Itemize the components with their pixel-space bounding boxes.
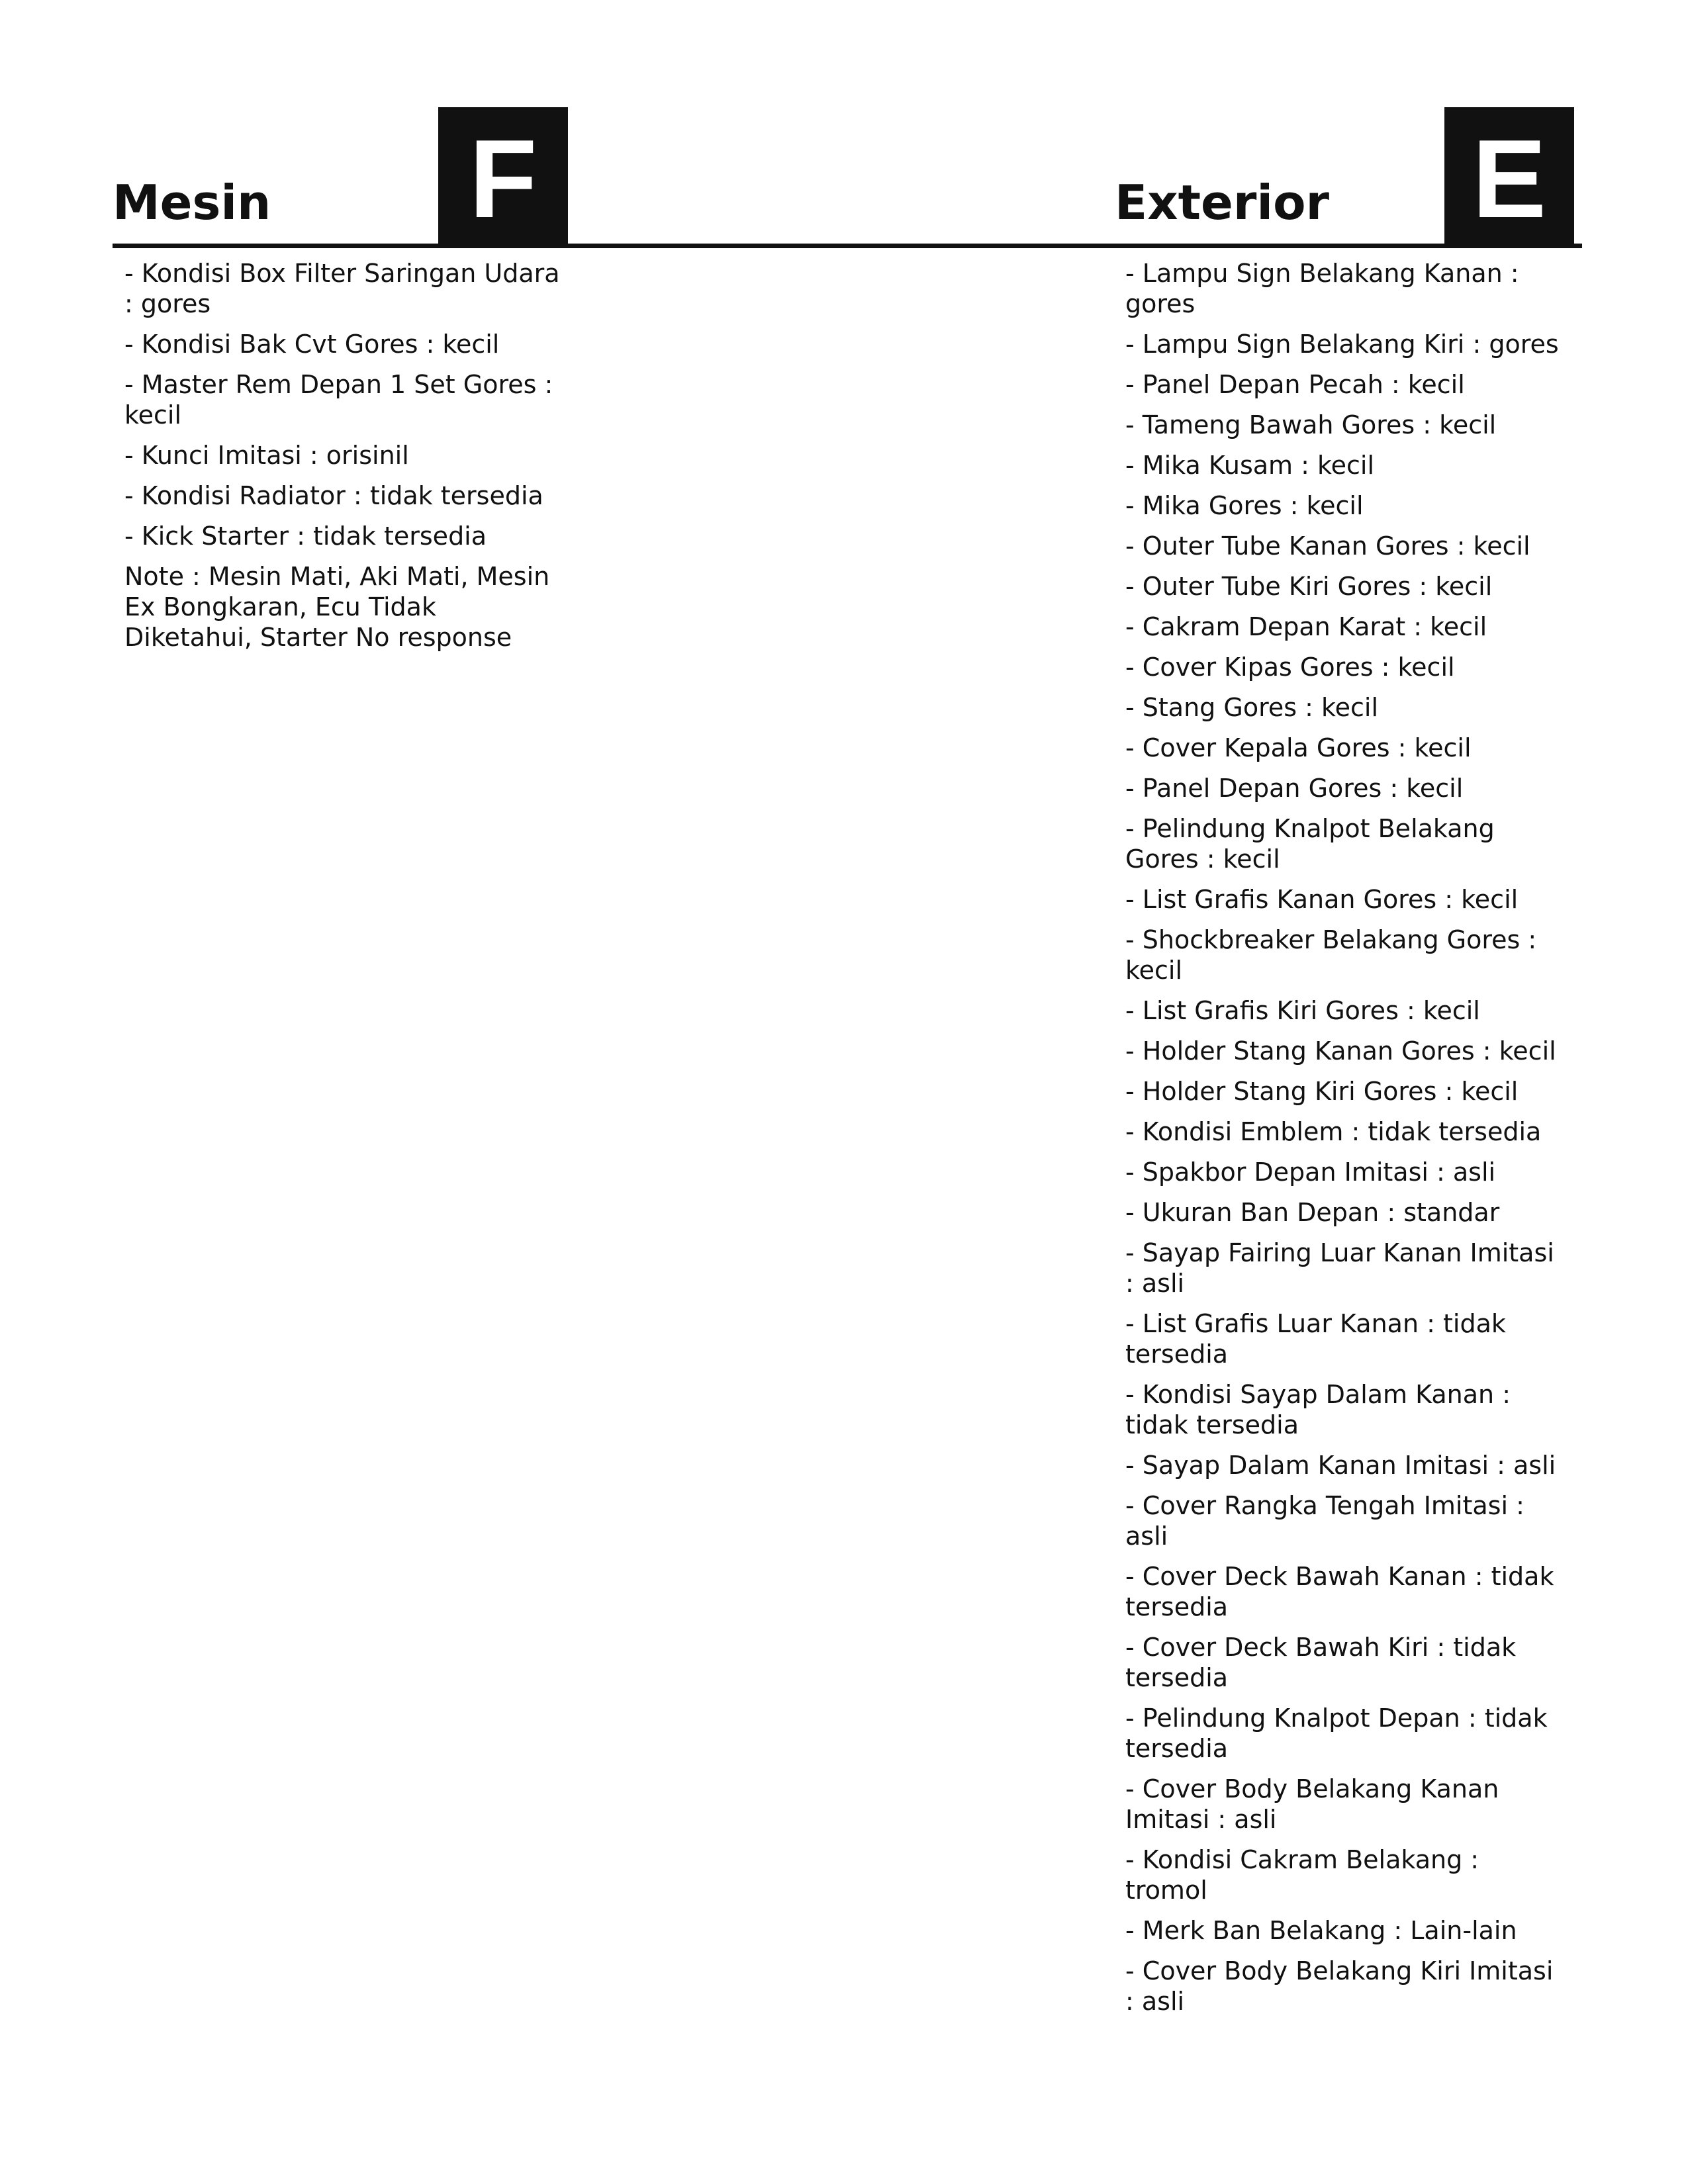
list-item: - Pelindung Knalpot Depan : tidak tersedia xyxy=(1125,1704,1548,1763)
list-item: - Ukuran Ban Depan : standar xyxy=(1125,1198,1500,1227)
list-item: - Stang Gores : kecil xyxy=(1125,693,1379,722)
header-rule xyxy=(113,244,1582,248)
list-item: - Kondisi Box Filter Saringan Udara : gores xyxy=(124,259,560,318)
list-item: - Kondisi Radiator : tidak tersedia xyxy=(124,481,543,510)
list-item: - Panel Depan Gores : kecil xyxy=(1125,774,1464,803)
list-item: - Kick Starter : tidak tersedia xyxy=(124,522,487,551)
list-item: - Pelindung Knalpot Belakang Gores : kecil xyxy=(1125,814,1495,874)
list-item: - Cover Deck Bawah Kanan : tidak tersedia xyxy=(1125,1562,1554,1621)
list-item: - Outer Tube Kiri Gores : kecil xyxy=(1125,572,1493,601)
list-item: - Cover Body Belakang Kiri Imitasi : asli xyxy=(1125,1956,1554,2016)
list-item: - Cover Kipas Gores : kecil xyxy=(1125,653,1455,682)
list-item: - Kondisi Sayap Dalam Kanan : tidak tersedia xyxy=(1125,1380,1511,1439)
mesin-list xyxy=(124,258,561,653)
exterior-list xyxy=(1125,258,1562,2026)
list-item: - Merk Ban Belakang : Lain-lain xyxy=(1125,1916,1517,1945)
list-item: - Sayap Dalam Kanan Imitasi : asli xyxy=(1125,1451,1556,1480)
section-badge-mesin: F xyxy=(438,107,568,248)
list-item: - Holder Stang Kanan Gores : kecil xyxy=(1125,1036,1556,1066)
list-item: - Cover Deck Bawah Kiri : tidak tersedia xyxy=(1125,1633,1517,1692)
list-item: - Sayap Fairing Luar Kanan Imitasi : asli xyxy=(1125,1238,1554,1298)
list-item: - List Grafis Kanan Gores : kecil xyxy=(1125,885,1519,914)
list-item: - Kondisi Emblem : tidak tersedia xyxy=(1125,1117,1542,1146)
list-item: - Holder Stang Kiri Gores : kecil xyxy=(1125,1077,1519,1106)
list-item: - Panel Depan Pecah : kecil xyxy=(1125,370,1465,399)
list-item: - Shockbreaker Belakang Gores : kecil xyxy=(1125,925,1537,985)
list-item: - Lampu Sign Belakang Kiri : gores xyxy=(1125,330,1559,359)
list-item: - Tameng Bawah Gores : kecil xyxy=(1125,410,1497,439)
section-title-exterior: Exterior xyxy=(1115,175,1330,230)
list-item: - Spakbor Depan Imitasi : asli xyxy=(1125,1158,1496,1187)
list-item: - Master Rem Depan 1 Set Gores : kecil xyxy=(124,370,553,430)
list-item: - Lampu Sign Belakang Kanan : gores xyxy=(1125,259,1519,318)
list-item: - Kondisi Cakram Belakang : tromol xyxy=(1125,1845,1479,1905)
list-item: - Cover Body Belakang Kanan Imitasi : asli xyxy=(1125,1774,1499,1834)
list-item: - List Grafis Kiri Gores : kecil xyxy=(1125,996,1480,1025)
list-item: - Kunci Imitasi : orisinil xyxy=(124,441,409,470)
list-item: - List Grafis Luar Kanan : tidak tersedia xyxy=(1125,1309,1506,1369)
section-title-mesin: Mesin xyxy=(113,175,271,230)
list-item: - Cakram Depan Karat : kecil xyxy=(1125,612,1487,641)
list-item: - Outer Tube Kanan Gores : kecil xyxy=(1125,531,1530,561)
mesin-note: Note : Mesin Mati, Aki Mati, Mesin Ex Bongkaran, Ecu Tidak Diketahui, Starter No response xyxy=(124,562,550,652)
section-badge-exterior: E xyxy=(1444,107,1574,248)
list-item: - Cover Rangka Tengah Imitasi : asli xyxy=(1125,1491,1524,1551)
list-item: - Mika Gores : kecil xyxy=(1125,491,1364,520)
list-item: - Kondisi Bak Cvt Gores : kecil xyxy=(124,330,500,359)
list-item: - Cover Kepala Gores : kecil xyxy=(1125,733,1472,762)
list-item: - Mika Kusam : kecil xyxy=(1125,451,1375,480)
